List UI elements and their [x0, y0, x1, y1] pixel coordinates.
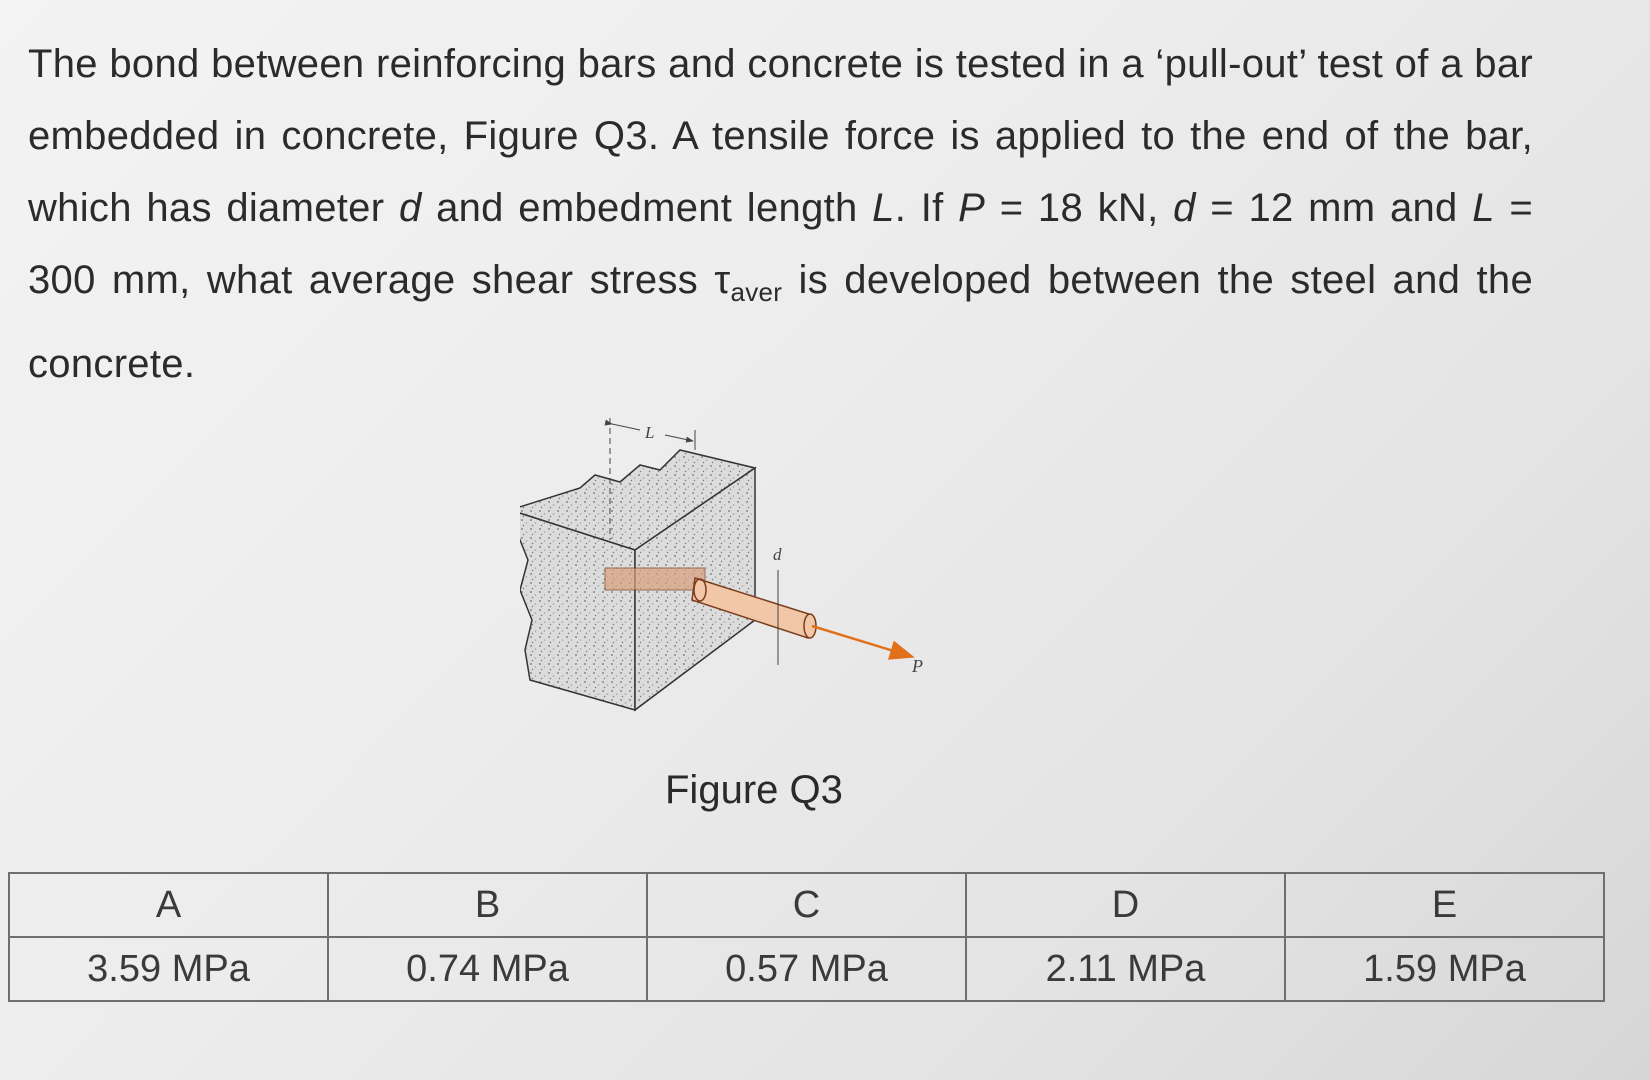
question-part: is developed between the steel and the concrete.: [28, 258, 1533, 386]
variable-d: d: [398, 186, 422, 230]
question-part: The bond between reinforcing bars and concrete is tested in a ‘pull-out’ test of a bar embedded in concrete, Figure Q3. A tensile force is applied to the end of the bar, which has diameter: [28, 42, 1533, 230]
option-value-b[interactable]: 0.74 MPa: [328, 937, 647, 1001]
question-part: = 300 mm, what average shear stress: [28, 186, 1533, 302]
option-letter-d[interactable]: D: [966, 873, 1285, 937]
answer-letters-row: [9, 873, 1604, 937]
option-value-c[interactable]: 0.57 MPa: [647, 937, 966, 1001]
variable-L: L: [1472, 186, 1495, 230]
label-L: L: [645, 423, 655, 442]
tau-symbol: τ: [714, 258, 731, 302]
option-letter-b[interactable]: B: [328, 873, 647, 937]
variable-d: d: [1173, 186, 1196, 230]
option-letter-a[interactable]: A: [9, 873, 328, 937]
pull-out-test-figure: [520, 410, 1000, 750]
option-value-a[interactable]: 3.59 MPa: [9, 937, 328, 1001]
figure-caption: Figure Q3: [665, 768, 843, 812]
option-value-d[interactable]: 2.11 MPa: [966, 937, 1285, 1001]
question-part: . If: [894, 186, 959, 230]
question-part: = 18 kN,: [985, 186, 1174, 230]
variable-P: P: [958, 186, 986, 230]
question-part: = 12 mm and: [1195, 186, 1473, 230]
option-letter-e[interactable]: E: [1285, 873, 1604, 937]
tau-subscript: aver: [730, 277, 783, 307]
option-value-e[interactable]: 1.59 MPa: [1285, 937, 1604, 1001]
variable-L: L: [872, 186, 895, 230]
option-letter-c[interactable]: C: [647, 873, 966, 937]
answer-table: [8, 872, 1605, 1002]
label-d: d: [773, 545, 782, 564]
question-text: [28, 28, 1533, 400]
answer-values-row: [9, 937, 1604, 1001]
question-part: and embedment length: [421, 186, 873, 230]
force-arrow: [812, 626, 910, 656]
label-P: P: [912, 656, 923, 676]
